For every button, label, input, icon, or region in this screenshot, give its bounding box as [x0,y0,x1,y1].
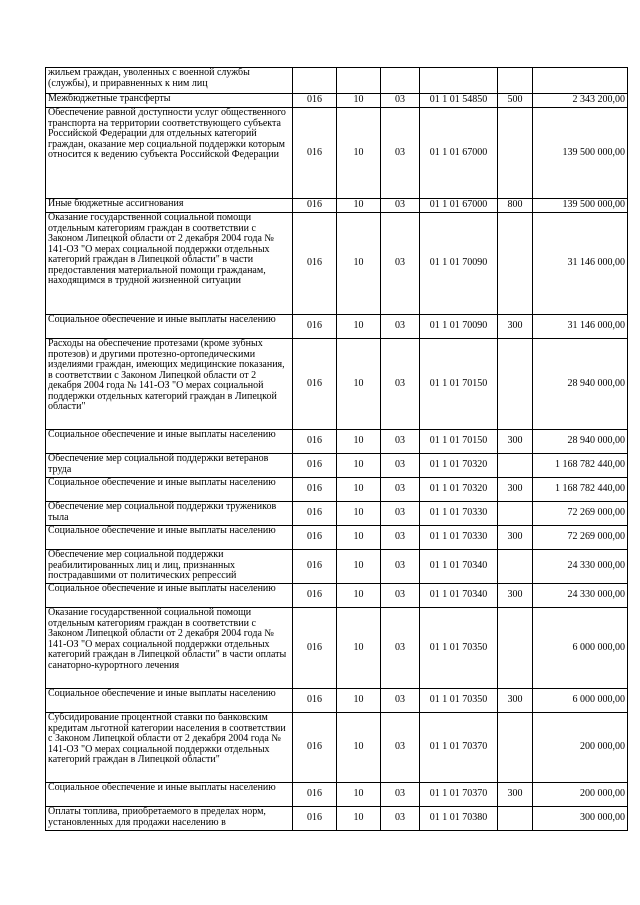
row-name: Оказание государственной социальной помощи отдельным категориям граждан в соответствии с Законом Липецкой области от 2 декабря 2004 года № 141-ОЗ "О мерах социальной поддержки отдельных категорий граждан в Липецкой области" в части оплаты санаторно-курортного лечения [46,608,293,689]
cell-amount: 2 343 200,00 [533,94,628,108]
cell-section: 10 [337,199,381,213]
cell-admin-code: 016 [293,108,337,199]
cell-admin-code: 016 [293,713,337,783]
cell-section: 10 [337,454,381,478]
cell-amount: 6 000 000,00 [533,689,628,713]
table-row [46,108,628,199]
cell-subsection: 03 [381,339,420,430]
table-row [46,68,628,94]
cell-subsection: 03 [381,478,420,502]
cell-amount: 72 269 000,00 [533,526,628,550]
cell-section: 10 [337,807,381,831]
cell-target-article: 01 1 01 70370 [420,713,498,783]
row-name: Социальное обеспечение и иные выплаты населению [46,478,293,502]
cell-expense-type: 500 [498,94,533,108]
cell-expense-type [498,213,533,315]
row-name: Социальное обеспечение и иные выплаты населению [46,783,293,807]
table-row [46,608,628,689]
cell-expense-type: 300 [498,478,533,502]
cell-subsection [381,68,420,94]
table-body [46,68,628,831]
table-row [46,430,628,454]
cell-target-article: 01 1 01 70150 [420,339,498,430]
cell-subsection: 03 [381,526,420,550]
table-row [46,199,628,213]
cell-admin-code: 016 [293,502,337,526]
row-name: Оказание государственной социальной помощи отдельным категориям граждан в соответствии с Законом Липецкой области от 2 декабря 2004 года № 141-ОЗ "О мерах социальной поддержки отдельных категорий граждан в Липецкой области" в части предоставления материальной помощи гражданам, находящимся в трудной жизненной ситуации [46,213,293,315]
table-row [46,783,628,807]
row-name: Обеспечение мер социальной поддержки тружеников тыла [46,502,293,526]
cell-target-article: 01 1 01 70320 [420,478,498,502]
cell-section: 10 [337,94,381,108]
cell-target-article: 01 1 01 70350 [420,689,498,713]
cell-expense-type [498,550,533,584]
row-name: Межбюджетные трансферты [46,94,293,108]
cell-subsection: 03 [381,108,420,199]
cell-section: 10 [337,608,381,689]
cell-subsection: 03 [381,783,420,807]
cell-admin-code: 016 [293,478,337,502]
cell-target-article: 01 1 01 70340 [420,550,498,584]
cell-target-article: 01 1 01 70330 [420,502,498,526]
cell-admin-code [293,68,337,94]
cell-subsection: 03 [381,213,420,315]
row-name: Субсидирование процентной ставки по банковским кредитам льготной категории населения в соответствии с Законом Липецкой области от 2 декабря 2004 года № 141-ОЗ "О мерах социальной поддержки отдельных категорий граждан в Липецкой области" [46,713,293,783]
table-row [46,454,628,478]
cell-amount: 1 168 782 440,00 [533,478,628,502]
row-name: Расходы на обеспечение протезами (кроме зубных протезов) и другими протезно-ортопедическими изделиями граждан, имеющих медицинские показания, в соответствии с Законом Липецкой области от 2 декабря 2004 года № 141-ОЗ "О мерах социальной поддержки отдельных категорий граждан в Липецкой области" [46,339,293,430]
cell-subsection: 03 [381,502,420,526]
row-name: Социальное обеспечение и иные выплаты населению [46,315,293,339]
cell-target-article: 01 1 01 70330 [420,526,498,550]
cell-subsection: 03 [381,454,420,478]
cell-expense-type: 300 [498,315,533,339]
cell-admin-code: 016 [293,807,337,831]
cell-target-article: 01 1 01 70340 [420,584,498,608]
row-name: Социальное обеспечение и иные выплаты населению [46,584,293,608]
row-name: Обеспечение мер социальной поддержки ветеранов труда [46,454,293,478]
cell-admin-code: 016 [293,608,337,689]
cell-target-article [420,68,498,94]
cell-target-article: 01 1 01 54850 [420,94,498,108]
cell-expense-type: 300 [498,584,533,608]
cell-admin-code: 016 [293,689,337,713]
cell-expense-type: 300 [498,430,533,454]
table-row [46,213,628,315]
cell-subsection: 03 [381,94,420,108]
cell-subsection: 03 [381,430,420,454]
cell-amount: 24 330 000,00 [533,584,628,608]
cell-section: 10 [337,108,381,199]
cell-subsection: 03 [381,713,420,783]
cell-section: 10 [337,526,381,550]
cell-amount: 200 000,00 [533,783,628,807]
cell-target-article: 01 1 01 70380 [420,807,498,831]
cell-expense-type [498,68,533,94]
cell-expense-type: 300 [498,689,533,713]
cell-target-article: 01 1 01 70350 [420,608,498,689]
cell-subsection: 03 [381,807,420,831]
cell-section: 10 [337,213,381,315]
cell-amount: 1 168 782 440,00 [533,454,628,478]
table-row [46,502,628,526]
cell-target-article: 01 1 01 70320 [420,454,498,478]
cell-subsection: 03 [381,584,420,608]
cell-admin-code: 016 [293,454,337,478]
cell-amount: 139 500 000,00 [533,199,628,213]
cell-amount: 28 940 000,00 [533,430,628,454]
cell-expense-type: 300 [498,526,533,550]
cell-amount: 300 000,00 [533,807,628,831]
cell-admin-code: 016 [293,783,337,807]
row-name: жильем граждан, уволенных с военной службы (службы), и приравненных к ним лиц [46,68,293,94]
row-name: Обеспечение мер социальной поддержки реабилитированных лиц и лиц, признанных пострадавшими от политических репрессий [46,550,293,584]
cell-section: 10 [337,550,381,584]
cell-amount: 31 146 000,00 [533,213,628,315]
row-name: Социальное обеспечение и иные выплаты населению [46,430,293,454]
cell-target-article: 01 1 01 70150 [420,430,498,454]
cell-admin-code: 016 [293,339,337,430]
cell-target-article: 01 1 01 67000 [420,199,498,213]
cell-amount: 24 330 000,00 [533,550,628,584]
cell-subsection: 03 [381,608,420,689]
table-row [46,478,628,502]
cell-admin-code: 016 [293,584,337,608]
row-name: Оплаты топлива, приобретаемого в пределах норм, установленных для продажи населению в [46,807,293,831]
cell-section: 10 [337,478,381,502]
cell-subsection: 03 [381,550,420,584]
cell-expense-type [498,608,533,689]
cell-section: 10 [337,689,381,713]
cell-expense-type [498,108,533,199]
cell-expense-type [498,713,533,783]
table-row [46,550,628,584]
cell-admin-code: 016 [293,315,337,339]
cell-section: 10 [337,502,381,526]
table-row [46,713,628,783]
cell-expense-type: 800 [498,199,533,213]
cell-expense-type [498,807,533,831]
row-name: Иные бюджетные ассигнования [46,199,293,213]
cell-admin-code: 016 [293,199,337,213]
cell-admin-code: 016 [293,550,337,584]
cell-amount: 6 000 000,00 [533,608,628,689]
cell-admin-code: 016 [293,526,337,550]
cell-amount: 139 500 000,00 [533,108,628,199]
row-name: Социальное обеспечение и иные выплаты населению [46,526,293,550]
cell-section: 10 [337,584,381,608]
cell-admin-code: 016 [293,213,337,315]
cell-amount: 72 269 000,00 [533,502,628,526]
cell-target-article: 01 1 01 70370 [420,783,498,807]
cell-target-article: 01 1 01 70090 [420,213,498,315]
cell-subsection: 03 [381,689,420,713]
cell-section: 10 [337,713,381,783]
cell-amount: 28 940 000,00 [533,339,628,430]
cell-section: 10 [337,339,381,430]
table-row [46,526,628,550]
cell-section: 10 [337,783,381,807]
cell-section: 10 [337,430,381,454]
table-row [46,689,628,713]
table-row [46,807,628,831]
cell-section [337,68,381,94]
table-row [46,94,628,108]
cell-expense-type: 300 [498,783,533,807]
table-row [46,584,628,608]
cell-expense-type [498,339,533,430]
table-row [46,315,628,339]
cell-expense-type [498,454,533,478]
cell-amount: 31 146 000,00 [533,315,628,339]
cell-admin-code: 016 [293,430,337,454]
cell-target-article: 01 1 01 67000 [420,108,498,199]
row-name: Социальное обеспечение и иные выплаты населению [46,689,293,713]
cell-amount: 200 000,00 [533,713,628,783]
cell-subsection: 03 [381,199,420,213]
budget-table [45,67,628,831]
table-row [46,339,628,430]
cell-target-article: 01 1 01 70090 [420,315,498,339]
cell-amount [533,68,628,94]
cell-expense-type [498,502,533,526]
cell-admin-code: 016 [293,94,337,108]
cell-subsection: 03 [381,315,420,339]
cell-section: 10 [337,315,381,339]
row-name: Обеспечение равной доступности услуг общественного транспорта на территории соответствующего субъекта Российской Федерации для отдельных категорий граждан, оказание мер социальной поддержки которым относится к ведению субъекта Российской Федерации [46,108,293,199]
